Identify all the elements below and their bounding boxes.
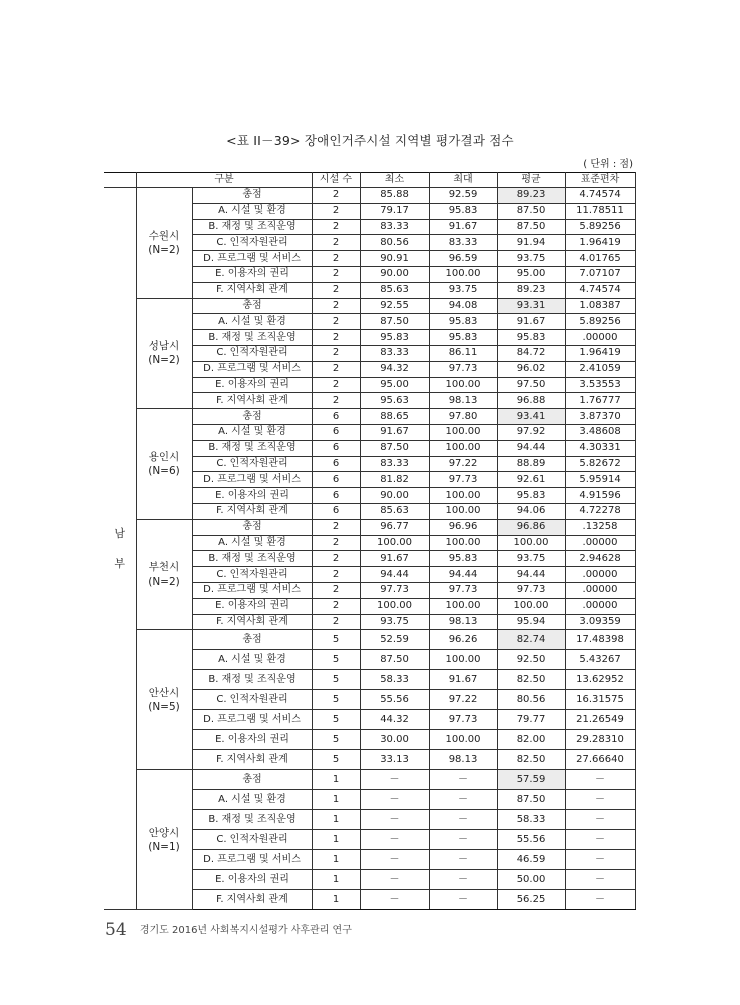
max-cell: 96.59 — [429, 251, 497, 267]
city-n: (N=2) — [148, 354, 180, 367]
mean-cell: 96.86 — [497, 519, 565, 535]
sd-cell: 27.66640 — [565, 750, 635, 770]
sd-cell: 1.08387 — [565, 298, 635, 314]
max-cell: 100.00 — [429, 598, 497, 614]
table-row — [104, 409, 635, 425]
min-cell: 92.55 — [360, 298, 429, 314]
category-cell: D. 프로그램 및 서비스 — [192, 850, 312, 870]
count-cell: 2 — [312, 314, 360, 330]
max-cell: 97.22 — [429, 690, 497, 710]
max-cell: 86.11 — [429, 345, 497, 361]
max-cell: 100.00 — [429, 440, 497, 456]
count-cell: 2 — [312, 598, 360, 614]
table-row — [104, 298, 635, 314]
sd-cell: 5.43267 — [565, 650, 635, 670]
max-cell: 97.73 — [429, 472, 497, 488]
mean-cell: 93.41 — [497, 409, 565, 425]
sd-cell: 1.96419 — [565, 235, 635, 251]
mean-cell: 82.50 — [497, 750, 565, 770]
count-cell: 2 — [312, 251, 360, 267]
min-cell: 95.63 — [360, 393, 429, 409]
count-cell: 2 — [312, 266, 360, 282]
sd-cell: 2.94628 — [565, 551, 635, 567]
category-cell: E. 이용자의 권리 — [192, 377, 312, 393]
count-cell: 5 — [312, 710, 360, 730]
count-cell: 6 — [312, 472, 360, 488]
header-sd: 표준편차 — [565, 173, 635, 188]
max-cell: － — [429, 790, 497, 810]
sd-cell: .00000 — [565, 598, 635, 614]
category-cell: A. 시설 및 환경 — [192, 790, 312, 810]
count-cell: 2 — [312, 345, 360, 361]
max-cell: 96.26 — [429, 630, 497, 650]
mean-cell: 55.56 — [497, 830, 565, 850]
sd-cell: － — [565, 870, 635, 890]
max-cell: － — [429, 870, 497, 890]
mean-cell: 93.31 — [497, 298, 565, 314]
sd-cell: 5.89256 — [565, 219, 635, 235]
min-cell: 33.13 — [360, 750, 429, 770]
sd-cell: － — [565, 830, 635, 850]
city-n: (N=5) — [148, 700, 180, 713]
min-cell: 83.33 — [360, 345, 429, 361]
sd-cell: 2.41059 — [565, 361, 635, 377]
mean-cell: 95.83 — [497, 330, 565, 346]
category-cell: E. 이용자의 권리 — [192, 730, 312, 750]
sd-cell: 3.48608 — [565, 424, 635, 440]
mean-cell: 88.89 — [497, 456, 565, 472]
min-cell: 95.00 — [360, 377, 429, 393]
sd-cell: 4.30331 — [565, 440, 635, 456]
city-cell — [136, 770, 192, 910]
sd-cell: － — [565, 770, 635, 790]
max-cell: 91.67 — [429, 670, 497, 690]
max-cell: 94.44 — [429, 567, 497, 583]
count-cell: 2 — [312, 519, 360, 535]
min-cell: 85.63 — [360, 282, 429, 298]
count-cell: 2 — [312, 298, 360, 314]
category-cell: F. 지역사회 관계 — [192, 503, 312, 519]
count-cell: 2 — [312, 393, 360, 409]
max-cell: 98.13 — [429, 614, 497, 630]
sd-cell: － — [565, 790, 635, 810]
max-cell: 100.00 — [429, 488, 497, 504]
max-cell: － — [429, 830, 497, 850]
sd-cell: 4.01765 — [565, 251, 635, 267]
category-cell: C. 인적자원관리 — [192, 830, 312, 850]
sd-cell: .13258 — [565, 519, 635, 535]
min-cell: 87.50 — [360, 440, 429, 456]
max-cell: 83.33 — [429, 235, 497, 251]
mean-cell: 94.44 — [497, 440, 565, 456]
mean-cell: 94.44 — [497, 567, 565, 583]
mean-cell: 100.00 — [497, 535, 565, 551]
min-cell: － — [360, 790, 429, 810]
mean-cell: 95.00 — [497, 266, 565, 282]
min-cell: － — [360, 770, 429, 790]
count-cell: 1 — [312, 870, 360, 890]
min-cell: 81.82 — [360, 472, 429, 488]
header-min: 최소 — [360, 173, 429, 188]
city-cell — [136, 409, 192, 520]
count-cell: 2 — [312, 567, 360, 583]
min-cell: 91.67 — [360, 424, 429, 440]
category-cell: B. 재정 및 조직운영 — [192, 440, 312, 456]
max-cell: 100.00 — [429, 503, 497, 519]
max-cell: 95.83 — [429, 551, 497, 567]
category-cell: C. 인적자원관리 — [192, 456, 312, 472]
count-cell: 5 — [312, 750, 360, 770]
max-cell: 97.80 — [429, 409, 497, 425]
mean-cell: 95.83 — [497, 488, 565, 504]
table-row — [104, 630, 635, 650]
category-cell: C. 인적자원관리 — [192, 690, 312, 710]
min-cell: 96.77 — [360, 519, 429, 535]
category-cell: E. 이용자의 권리 — [192, 266, 312, 282]
mean-cell: 97.50 — [497, 377, 565, 393]
sd-cell: 4.74574 — [565, 188, 635, 204]
category-cell: A. 시설 및 환경 — [192, 650, 312, 670]
category-cell: D. 프로그램 및 서비스 — [192, 251, 312, 267]
count-cell: 6 — [312, 440, 360, 456]
min-cell: 94.44 — [360, 567, 429, 583]
category-cell: F. 지역사회 관계 — [192, 393, 312, 409]
min-cell: － — [360, 810, 429, 830]
sd-cell: 4.72278 — [565, 503, 635, 519]
header-row — [104, 173, 635, 188]
count-cell: 6 — [312, 424, 360, 440]
city-n: (N=2) — [148, 243, 180, 256]
count-cell: 1 — [312, 890, 360, 910]
max-cell: 95.83 — [429, 203, 497, 219]
city-n: (N=6) — [148, 464, 180, 477]
count-cell: 2 — [312, 377, 360, 393]
max-cell: 100.00 — [429, 424, 497, 440]
city-name: 안산시 — [148, 686, 180, 699]
count-cell: 6 — [312, 488, 360, 504]
min-cell: 52.59 — [360, 630, 429, 650]
category-cell: A. 시설 및 환경 — [192, 535, 312, 551]
footer-text: 경기도 2016년 사회복지시설평가 사후관리 연구 — [139, 925, 352, 936]
category-cell: E. 이용자의 권리 — [192, 870, 312, 890]
mean-cell: 50.00 — [497, 870, 565, 890]
header-count: 시설 수 — [312, 173, 360, 188]
sd-cell: 17.48398 — [565, 630, 635, 650]
sd-cell: 5.95914 — [565, 472, 635, 488]
count-cell: 6 — [312, 409, 360, 425]
max-cell: 97.73 — [429, 710, 497, 730]
min-cell: 58.33 — [360, 670, 429, 690]
sd-cell: 1.96419 — [565, 345, 635, 361]
min-cell: 30.00 — [360, 730, 429, 750]
city-cell — [136, 188, 192, 299]
sd-cell: 16.31575 — [565, 690, 635, 710]
max-cell: 94.08 — [429, 298, 497, 314]
mean-cell: 92.50 — [497, 650, 565, 670]
category-cell: B. 재정 및 조직운영 — [192, 670, 312, 690]
min-cell: － — [360, 890, 429, 910]
sd-cell: 21.26549 — [565, 710, 635, 730]
category-cell: 총점 — [192, 298, 312, 314]
mean-cell: 58.33 — [497, 810, 565, 830]
max-cell: 100.00 — [429, 535, 497, 551]
category-cell: C. 인적자원관리 — [192, 345, 312, 361]
min-cell: 90.00 — [360, 266, 429, 282]
count-cell: 5 — [312, 650, 360, 670]
header-blank — [104, 173, 136, 188]
min-cell: 83.33 — [360, 456, 429, 472]
region-label-line2: 부 — [114, 556, 126, 570]
count-cell: 6 — [312, 456, 360, 472]
category-cell: E. 이용자의 권리 — [192, 598, 312, 614]
category-cell: B. 재정 및 조직운영 — [192, 330, 312, 346]
sd-cell: 29.28310 — [565, 730, 635, 750]
mean-cell: 89.23 — [497, 282, 565, 298]
max-cell: 95.83 — [429, 314, 497, 330]
max-cell: 97.73 — [429, 582, 497, 598]
header-max: 최대 — [429, 173, 497, 188]
sd-cell: .00000 — [565, 330, 635, 346]
count-cell: 5 — [312, 670, 360, 690]
count-cell: 2 — [312, 235, 360, 251]
min-cell: 85.63 — [360, 503, 429, 519]
mean-cell: 92.61 — [497, 472, 565, 488]
min-cell: － — [360, 830, 429, 850]
header-group: 구분 — [136, 173, 312, 188]
max-cell: 96.96 — [429, 519, 497, 535]
max-cell: － — [429, 810, 497, 830]
max-cell: － — [429, 890, 497, 910]
min-cell: 85.88 — [360, 188, 429, 204]
category-cell: B. 재정 및 조직운영 — [192, 551, 312, 567]
table-row — [104, 770, 635, 790]
count-cell: 2 — [312, 282, 360, 298]
min-cell: 93.75 — [360, 614, 429, 630]
count-cell: 5 — [312, 730, 360, 750]
results-table — [104, 172, 636, 910]
max-cell: 98.13 — [429, 393, 497, 409]
mean-cell: 87.50 — [497, 790, 565, 810]
city-name: 안양시 — [148, 826, 180, 839]
category-cell: A. 시설 및 환경 — [192, 203, 312, 219]
sd-cell: 13.62952 — [565, 670, 635, 690]
table-title: <표 II－39> 장애인거주시설 지역별 평가결과 점수 — [226, 133, 514, 148]
city-name: 성남시 — [148, 340, 180, 353]
min-cell: 44.32 — [360, 710, 429, 730]
category-cell: B. 재정 및 조직운영 — [192, 219, 312, 235]
min-cell: 87.50 — [360, 314, 429, 330]
mean-cell: 84.72 — [497, 345, 565, 361]
category-cell: D. 프로그램 및 서비스 — [192, 361, 312, 377]
category-cell: A. 시설 및 환경 — [192, 424, 312, 440]
sd-cell: － — [565, 810, 635, 830]
mean-cell: 93.75 — [497, 251, 565, 267]
sd-cell: 1.76777 — [565, 393, 635, 409]
sd-cell: － — [565, 850, 635, 870]
min-cell: 87.50 — [360, 650, 429, 670]
mean-cell: 56.25 — [497, 890, 565, 910]
category-cell: 총점 — [192, 188, 312, 204]
max-cell: 100.00 — [429, 730, 497, 750]
sd-cell: － — [565, 890, 635, 910]
count-cell: 2 — [312, 582, 360, 598]
table-row — [104, 519, 635, 535]
count-cell: 1 — [312, 770, 360, 790]
min-cell: 97.73 — [360, 582, 429, 598]
sd-cell: 4.91596 — [565, 488, 635, 504]
city-cell — [136, 519, 192, 630]
sd-cell: .00000 — [565, 567, 635, 583]
min-cell: 100.00 — [360, 598, 429, 614]
count-cell: 2 — [312, 330, 360, 346]
mean-cell: 87.50 — [497, 219, 565, 235]
max-cell: 93.75 — [429, 282, 497, 298]
max-cell: 95.83 — [429, 330, 497, 346]
sd-cell: .00000 — [565, 582, 635, 598]
region-cell — [104, 188, 136, 910]
mean-cell: 91.67 — [497, 314, 565, 330]
mean-cell: 97.73 — [497, 582, 565, 598]
count-cell: 2 — [312, 203, 360, 219]
mean-cell: 82.50 — [497, 670, 565, 690]
city-name: 부천시 — [148, 561, 180, 574]
sd-cell: 3.53553 — [565, 377, 635, 393]
page-footer — [105, 920, 352, 940]
min-cell: 95.83 — [360, 330, 429, 346]
min-cell: 94.32 — [360, 361, 429, 377]
category-cell: 총점 — [192, 519, 312, 535]
city-cell — [136, 298, 192, 409]
count-cell: 2 — [312, 614, 360, 630]
mean-cell: 82.00 — [497, 730, 565, 750]
min-cell: 79.17 — [360, 203, 429, 219]
count-cell: 6 — [312, 503, 360, 519]
count-cell: 1 — [312, 850, 360, 870]
max-cell: 97.73 — [429, 361, 497, 377]
mean-cell: 87.50 — [497, 203, 565, 219]
category-cell: 총점 — [192, 409, 312, 425]
min-cell: 100.00 — [360, 535, 429, 551]
page-number: 54 — [105, 920, 127, 940]
min-cell: 90.91 — [360, 251, 429, 267]
count-cell: 1 — [312, 830, 360, 850]
city-n: (N=2) — [148, 575, 180, 588]
category-cell: 총점 — [192, 770, 312, 790]
category-cell: F. 지역사회 관계 — [192, 282, 312, 298]
count-cell: 5 — [312, 690, 360, 710]
city-n: (N=1) — [148, 840, 180, 853]
max-cell: 97.22 — [429, 456, 497, 472]
sd-cell: 4.74574 — [565, 282, 635, 298]
sd-cell: 3.09359 — [565, 614, 635, 630]
max-cell: 98.13 — [429, 750, 497, 770]
min-cell: － — [360, 870, 429, 890]
mean-cell: 89.23 — [497, 188, 565, 204]
max-cell: 91.67 — [429, 219, 497, 235]
header-mean: 평균 — [497, 173, 565, 188]
sd-cell: 3.87370 — [565, 409, 635, 425]
sd-cell: .00000 — [565, 535, 635, 551]
max-cell: 92.59 — [429, 188, 497, 204]
min-cell: 90.00 — [360, 488, 429, 504]
sd-cell: 5.82672 — [565, 456, 635, 472]
city-cell — [136, 630, 192, 770]
mean-cell: 97.92 — [497, 424, 565, 440]
min-cell: 88.65 — [360, 409, 429, 425]
sd-cell: 5.89256 — [565, 314, 635, 330]
unit-label: ( 단위 : 점) — [583, 159, 633, 170]
max-cell: － — [429, 770, 497, 790]
region-label-line1: 남 — [114, 526, 126, 540]
category-cell: B. 재정 및 조직운영 — [192, 810, 312, 830]
category-cell: E. 이용자의 권리 — [192, 488, 312, 504]
city-name: 수원시 — [148, 229, 180, 242]
count-cell: 2 — [312, 535, 360, 551]
count-cell: 2 — [312, 188, 360, 204]
mean-cell: 79.77 — [497, 710, 565, 730]
category-cell: D. 프로그램 및 서비스 — [192, 710, 312, 730]
count-cell: 2 — [312, 551, 360, 567]
mean-cell: 95.94 — [497, 614, 565, 630]
min-cell: － — [360, 850, 429, 870]
mean-cell: 80.56 — [497, 690, 565, 710]
mean-cell: 46.59 — [497, 850, 565, 870]
max-cell: 100.00 — [429, 377, 497, 393]
category-cell: C. 인적자원관리 — [192, 235, 312, 251]
sd-cell: 11.78511 — [565, 203, 635, 219]
mean-cell: 94.06 — [497, 503, 565, 519]
mean-cell: 96.88 — [497, 393, 565, 409]
max-cell: － — [429, 850, 497, 870]
category-cell: F. 지역사회 관계 — [192, 890, 312, 910]
category-cell: F. 지역사회 관계 — [192, 614, 312, 630]
category-cell: A. 시설 및 환경 — [192, 314, 312, 330]
count-cell: 1 — [312, 790, 360, 810]
category-cell: D. 프로그램 및 서비스 — [192, 582, 312, 598]
mean-cell: 93.75 — [497, 551, 565, 567]
mean-cell: 100.00 — [497, 598, 565, 614]
min-cell: 55.56 — [360, 690, 429, 710]
count-cell: 1 — [312, 810, 360, 830]
city-name: 용인시 — [148, 450, 180, 463]
min-cell: 80.56 — [360, 235, 429, 251]
min-cell: 83.33 — [360, 219, 429, 235]
sd-cell: 7.07107 — [565, 266, 635, 282]
table-row — [104, 188, 635, 204]
mean-cell: 91.94 — [497, 235, 565, 251]
category-cell: F. 지역사회 관계 — [192, 750, 312, 770]
max-cell: 100.00 — [429, 650, 497, 670]
min-cell: 91.67 — [360, 551, 429, 567]
mean-cell: 96.02 — [497, 361, 565, 377]
mean-cell: 57.59 — [497, 770, 565, 790]
category-cell: D. 프로그램 및 서비스 — [192, 472, 312, 488]
mean-cell: 82.74 — [497, 630, 565, 650]
category-cell: 총점 — [192, 630, 312, 650]
max-cell: 100.00 — [429, 266, 497, 282]
count-cell: 2 — [312, 219, 360, 235]
category-cell: C. 인적자원관리 — [192, 567, 312, 583]
count-cell: 5 — [312, 630, 360, 650]
count-cell: 2 — [312, 361, 360, 377]
